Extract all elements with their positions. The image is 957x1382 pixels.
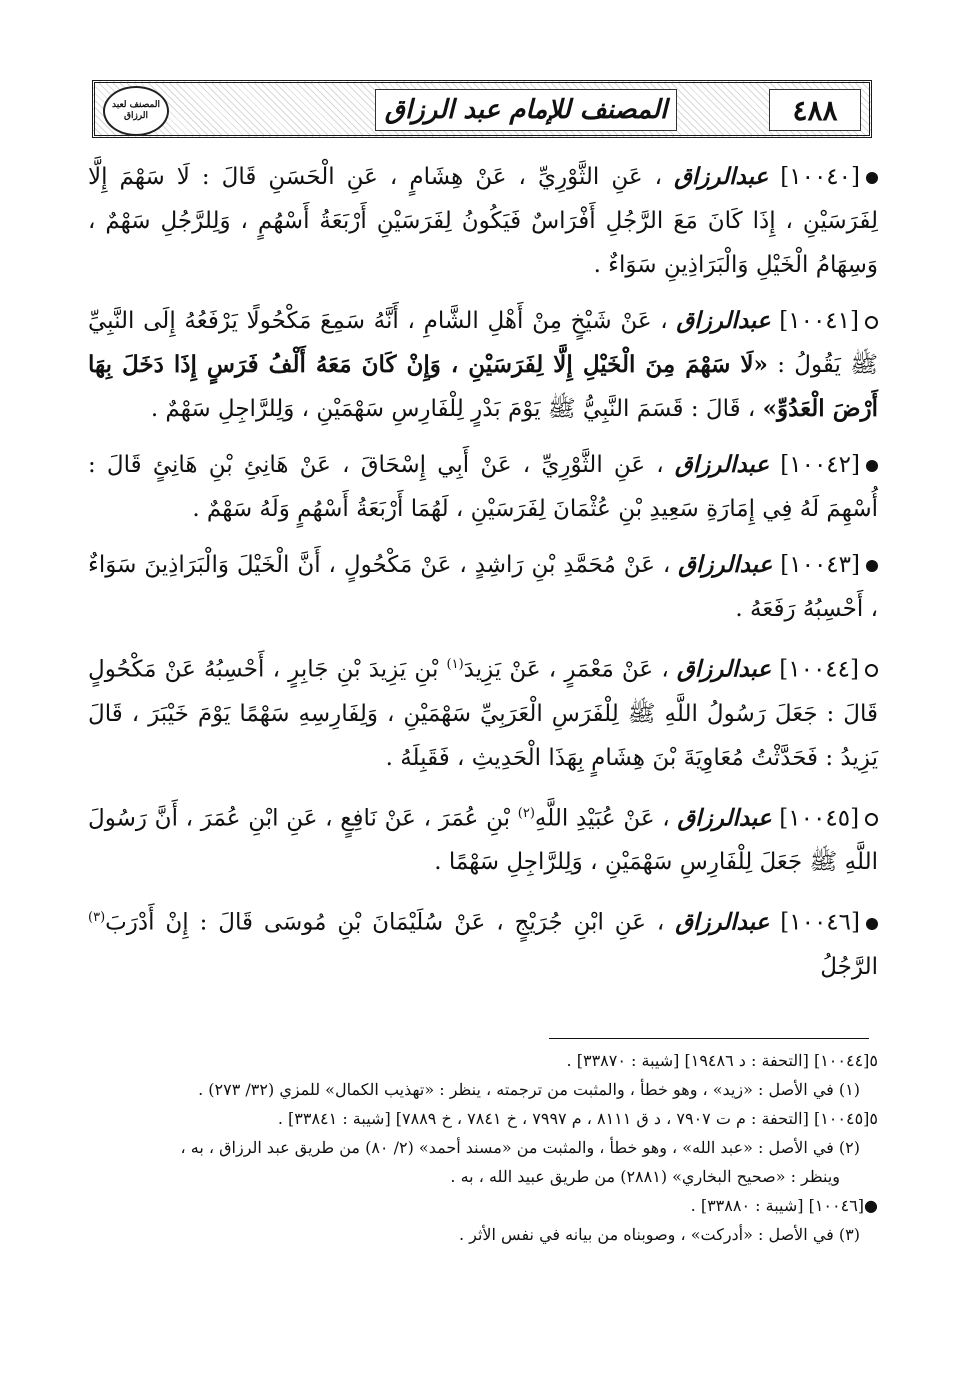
footnote-line: وينظر : «صحيح البخاري» (٢٨٨١) من طريق عبيد الله ، به .: [450, 1167, 840, 1186]
header-seal-logo: [103, 86, 169, 136]
hollow-circle-icon: [865, 813, 878, 826]
filled-bullet-icon: [866, 560, 878, 572]
hollow-circle-icon: [865, 316, 878, 329]
footnote-ref[interactable]: (٣): [88, 910, 106, 926]
entry-10045: [88, 792, 878, 885]
entry-number: [١٠٠٤٢]: [780, 452, 861, 478]
filled-bullet-icon: [866, 918, 878, 930]
entry-number: [١٠٠٤٦]: [780, 909, 860, 936]
entry-text: ، عَنْ مُحَمَّدِ بْنِ رَاشِدٍ ، عَنْ مَكْحُولٍ ، أَنَّ الْخَيْلَ وَالْبَرَاذِينَ سَوَاءٌ ، أَحْسِبُهُ رَفَعَهُ .: [88, 552, 878, 622]
page-number-box: [769, 89, 861, 131]
entry-author: عبدالرزاق: [677, 804, 772, 832]
footnote-ref[interactable]: (١): [446, 657, 464, 672]
entry-author: عبدالرزاق: [674, 451, 770, 478]
entry-text: ، عَنْ عُبَيْدِ اللَّهِ: [534, 805, 670, 832]
hollow-circle-icon: [865, 664, 878, 677]
footnote-line: ٥[١٠٠٤٥] [التحفة : م ت ٧٩٠٧ ، د ق ٨١١١ ، م ٧٩٩٧ ، خ ٧٨٤١ ، خ ٧٨٨٩] [شيبة : ٣٣٨٤١] .: [277, 1109, 878, 1128]
entry-number: [١٠٠٤١]: [779, 308, 860, 334]
entry-text-continued: بْنِ عُمَرَ ، عَنْ نَافِعٍ ، عَنِ ابْنِ عُمَرَ ، أَنَّ رَسُولَ اللَّهِ ﷺ جَعَلَ لِلْفَارِسِ سَهْمَيْنِ ، وَلِلرَّاجِلِ سَهْمًا .: [88, 805, 878, 876]
entry-10046: [88, 896, 878, 989]
filled-bullet-icon: [866, 172, 878, 184]
header-title-box: [375, 89, 677, 131]
footnote-line: (٣) في الأصل : «أدركت» ، وصوبناه من بيانه في نفس الأثر .: [458, 1225, 860, 1244]
entry-author: عبدالرزاق: [675, 908, 770, 936]
entry-author: عبدالرزاق: [678, 551, 773, 578]
entry-number: [١٠٠٤٥]: [779, 805, 860, 832]
entry-text: ، عَنْ مَعْمَرٍ ، عَنْ يَزِيدَ: [463, 656, 669, 683]
hadith-quote: «لَا سَهْمَ مِنَ الْخَيْلِ إِلَّا لِفَرَسَيْنِ ، وَإِنْ كَانَ مَعَهُ أَلْفُ فَرَسٍ إِذَا دَخَلَ بِهَا أَرْضَ الْعَدُوِّ»: [88, 351, 878, 422]
entry-text-continued: بْنِ يَزِيدَ بْنِ جَابِرٍ ، أَحْسِبُهُ عَنْ مَكْحُولٍ قَالَ : جَعَلَ رَسُولُ اللَّهِ ﷺ لِلْفَرَسِ الْعَرَبِيِّ سَهْمَيْنِ ، وَلِفَارِسِهِ سَهْمًا يَوْمَ خَيْبَرَ ، قَالَ يَزِيدُ : فَحَدَّثْتُ مُعَاوِيَةَ بْنَ هِشَامٍ بِهَذَا الْحَدِيثِ ، فَقَبِلَهُ .: [88, 656, 878, 771]
footnote-line: (٢) في الأصل : «عبد الله» ، وهو خطأ ، والمثبت من «مسند أحمد» (٢/ ٨٠) من طريق عبد الرزاق ، به ،: [180, 1138, 860, 1157]
footnote-divider: [549, 1038, 869, 1039]
entry-number: [١٠٠٤٣]: [780, 552, 860, 578]
entry-10044: [88, 643, 878, 780]
footnote-line: (١) في الأصل : «زيد» ، وهو خطأ ، والمثبت من ترجمته ، ينظر : «تهذيب الكمال» للمزي (٣٢/ ٢٧٣) .: [198, 1080, 860, 1099]
book-title: المصنف للإمام عبد الرزاق: [384, 95, 668, 125]
footnote-line: ٥[١٠٠٤٤] [التحفة : د ١٩٤٨٦] [شيبة : ٣٣٨٧٠] .: [566, 1051, 878, 1070]
entry-number: [١٠٠٤٠]: [780, 164, 861, 190]
entry-10040: [88, 155, 878, 287]
entry-text: ، عَنْ شَيْخٍ مِنْ أَهْلِ الشَّامِ ، أَنَّهُ سَمِعَ مَكْحُولًا يَرْفَعُهُ إِلَى النَّبِيِّ ﷺ يَقُولُ :: [88, 308, 878, 378]
page-number: ٤٨٨: [792, 93, 838, 127]
entry-text: ، عَنِ ابْنِ جُرَيْجٍ ، عَنْ سُلَيْمَانَ بْنِ مُوسَى قَالَ : إِنْ أَدْرَبَ: [105, 909, 665, 936]
header-seal-text: المصنف لعبد الرزاق: [112, 100, 160, 121]
entry-10043: [88, 543, 878, 631]
entry-text-continued: الرَّجُلُ: [820, 953, 878, 980]
main-text: [88, 155, 878, 1001]
entry-author: عبدالرزاق: [674, 163, 769, 190]
filled-bullet-icon: [866, 460, 878, 472]
entry-text: ، عَنِ الثَّوْرِيِّ ، عَنْ أَبِي إِسْحَاقَ ، عَنْ هَانِئِ بْنِ هَانِئٍ قَالَ : أُسْهِمَ لَهُ فِي إِمَارَةِ سَعِيدِ بْنِ عُثْمَانَ لِفَرَسَيْنِ ، لَهُمَا أَرْبَعَةُ أَسْهُمٍ وَلَهُ سَهْمٌ .: [88, 452, 878, 522]
entry-10041: [88, 299, 878, 431]
footnotes: [120, 1046, 878, 1249]
entry-author: عبدالرزاق: [676, 655, 772, 683]
entry-text: ، عَنِ الثَّوْرِيِّ ، عَنْ هِشَامٍ ، عَنِ الْحَسَنِ قَالَ : لَا سَهْمَ إِلَّا لِفَرَسَيْنِ ، إِذَا كَانَ مَعَ الرَّجُلِ أَفْرَاسٌ فَيَكُونُ لِفَرَسَيْنِ أَرْبَعَةُ أَسْهُمٍ ، وَلِلرَّجُلِ سَهْمٌ ، وَسِهَامُ الْخَيْلِ وَالْبَرَاذِينِ سَوَاءٌ .: [88, 164, 878, 278]
footnote-ref[interactable]: (٢): [517, 805, 535, 821]
entry-author: عبدالرزاق: [676, 307, 771, 334]
entry-number: [١٠٠٤٤]: [779, 656, 860, 683]
entry-10042: [88, 443, 878, 531]
footnote-line: ●[١٠٠٤٦] [شيبة : ٣٣٨٨٠] .: [690, 1196, 878, 1215]
page-header: [92, 80, 872, 138]
entry-text-continued: ، قَالَ : قَسَمَ النَّبِيُّ ﷺ يَوْمَ بَدْرٍ لِلْفَارِسِ سَهْمَيْنِ ، وَلِلرَّاجِلِ سَهْمٌ .: [150, 396, 756, 422]
